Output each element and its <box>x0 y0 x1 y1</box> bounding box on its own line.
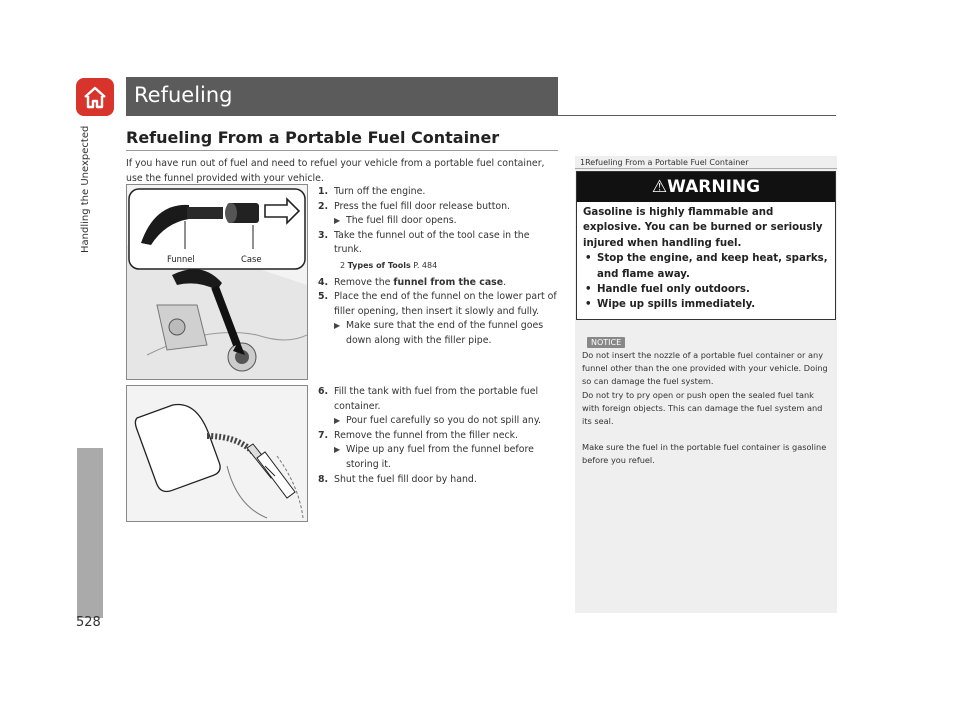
step-2: 2. Press the fuel fill door release button. <box>318 200 511 212</box>
step-7-result: ▶ Wipe up any fuel from the funnel before storing it. <box>334 444 534 470</box>
funnel-label: Funnel <box>167 254 195 264</box>
title-rule <box>126 115 836 116</box>
home-button[interactable] <box>76 78 114 116</box>
intro-text: If you have run out of fuel and need to refuel your vehicle from a portable fuel container, use the funnel provided with your vehicle. <box>126 158 545 184</box>
notice-paragraph-1: Do not insert the nozzle of a portable fuel container or any funnel other than the one provided with your vehicle. Doing so can damage the fuel system. <box>582 350 828 387</box>
warning-bullet: • Wipe up spills immediately. <box>585 299 756 311</box>
step-1: 1. Turn off the engine. <box>318 186 426 197</box>
subheading-rule <box>126 150 558 151</box>
step-5-result: ▶ Make sure that the end of the funnel goes down along with the filler pipe. <box>334 320 544 346</box>
case-label: Case <box>241 254 262 264</box>
notice-paragraph-3: Make sure the fuel in the portable fuel container is gasoline before you refuel. <box>582 442 827 466</box>
warning-header: ⚠WARNING <box>577 172 835 202</box>
warning-bullet: • Handle fuel only outdoors. <box>585 284 750 296</box>
side-tab-marker <box>77 448 103 618</box>
step-6: 6. Fill the tank with fuel from the portable fuel container. <box>318 386 539 412</box>
notice-tag: NOTICE <box>587 337 625 348</box>
notice-body <box>582 349 832 468</box>
arrow-right-icon: ▶ <box>334 416 341 426</box>
arrow-right-icon: ▶ <box>334 321 341 331</box>
funnel-insert-figure <box>126 184 308 380</box>
section-title-bar <box>126 77 558 115</box>
side-tab <box>80 126 100 436</box>
panel-heading: 1Refueling From a Portable Fuel Container <box>580 158 749 167</box>
types-of-tools-link[interactable]: 2 Types of Tools P. 484 <box>340 260 438 270</box>
step-7: 7. Remove the funnel from the filler neck. <box>318 429 519 441</box>
arrow-right-icon: ▶ <box>334 445 341 455</box>
refuel-figure <box>126 385 308 522</box>
steps-list-2 <box>318 385 560 487</box>
arrow-right-icon: ▶ <box>334 216 341 226</box>
subheading: Refueling From a Portable Fuel Container <box>126 128 500 147</box>
warning-triangle-icon: ⚠ <box>651 177 668 197</box>
home-icon <box>76 78 114 116</box>
step-5: 5. Place the end of the funnel on the lower part of filler opening, then insert it slowly and fully. <box>318 291 557 317</box>
step-6-result: ▶ Pour fuel carefully so you do not spill any. <box>318 414 560 429</box>
step-3: 3. Take the funnel out of the tool case in the trunk. <box>318 229 530 256</box>
section-title: Refueling <box>134 83 233 107</box>
notice-paragraph-2: Do not try to pry open or push open the sealed fuel tank with foreign objects. This can damage the fuel system and its seal. <box>582 389 823 427</box>
steps-list-1 <box>318 185 560 349</box>
warning-body <box>583 205 831 313</box>
step-2-result: ▶ The fuel fill door opens. <box>318 214 560 229</box>
warning-lead: Gasoline is highly flammable and explosive. You can be burned or seriously injured when handling fuel. <box>583 207 823 249</box>
panel-rule <box>575 168 837 169</box>
fuel-container-illustration <box>127 386 307 521</box>
cross-ref-icon: 1 <box>580 158 586 167</box>
cross-ref-icon: 2 <box>340 260 346 270</box>
warning-bullet: • Stop the engine, and keep heat, sparks, and flame away. <box>585 253 828 280</box>
step-8: 8. Shut the fuel fill door by hand. <box>318 473 477 485</box>
funnel-illustration <box>127 185 307 379</box>
page-number: 528 <box>76 615 101 630</box>
step-4: 4. Remove the funnel from the case. <box>318 276 507 288</box>
side-tab-label: Handling the Unexpected <box>80 126 91 254</box>
